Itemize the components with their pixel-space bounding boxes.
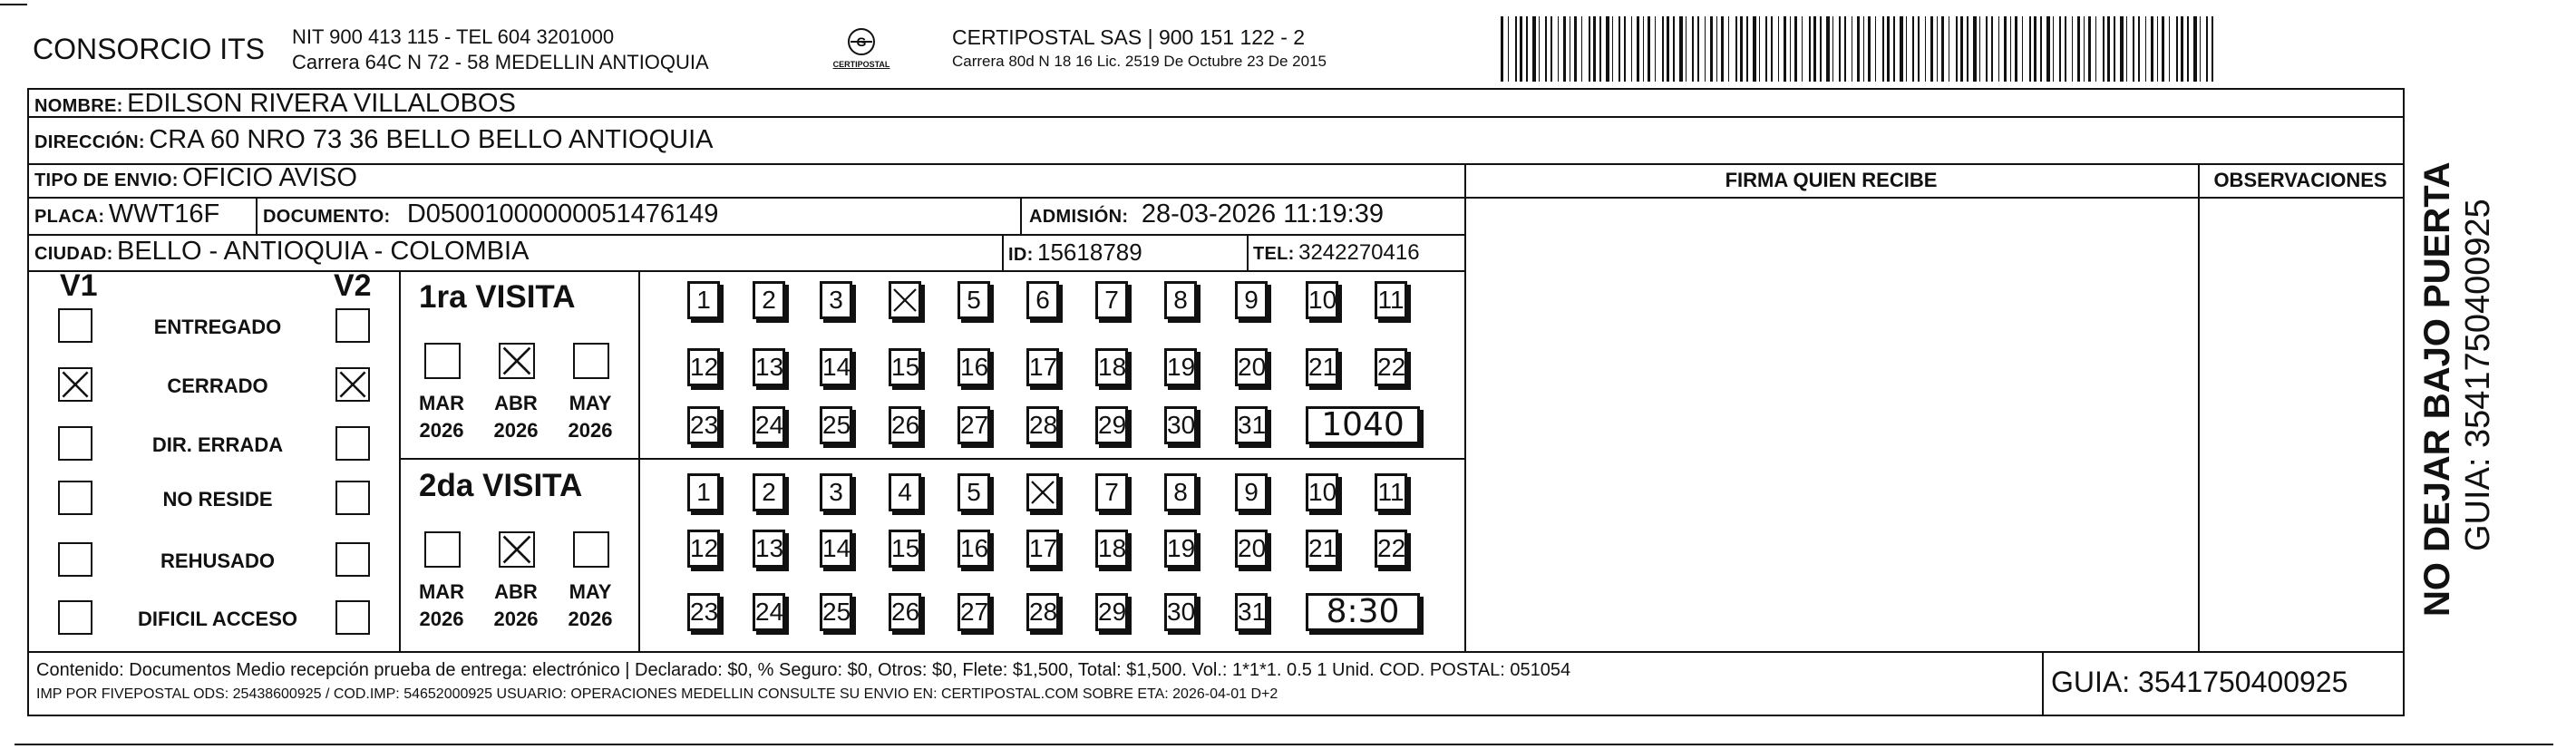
col-line <box>1020 197 1022 235</box>
no-dejar-bajo-puerta: NO DEJAR BAJO PUERTA <box>2417 161 2457 617</box>
year-label: 2026 <box>568 608 613 630</box>
placa-field <box>34 199 219 229</box>
day-box[interactable]: 30 <box>1164 406 1197 444</box>
certipostal-address: Carrera 80d N 18 16 Lic. 2519 De Octubre 23 De 2015 <box>952 53 1327 70</box>
direccion-label: DIRECCIÓN: <box>34 132 145 152</box>
v1-checkbox[interactable] <box>58 426 92 461</box>
day-box[interactable]: 22 <box>1375 530 1407 568</box>
company-nit: NIT 900 413 115 - TEL 604 3201000 <box>292 25 615 48</box>
admision-label: ADMISIÓN: <box>1029 207 1129 227</box>
day-box[interactable]: 18 <box>1095 530 1128 568</box>
check-x-icon <box>891 284 919 316</box>
nombre-row <box>34 89 516 119</box>
v2-checkbox[interactable] <box>335 542 370 577</box>
col-line <box>399 270 401 651</box>
day-box[interactable]: 25 <box>820 406 852 444</box>
handwritten-time: 1040 <box>1306 406 1420 444</box>
col-line <box>638 270 640 651</box>
status-label: CERRADO <box>167 374 268 397</box>
day-box[interactable]: 21 <box>1306 348 1338 386</box>
day-box[interactable]: 23 <box>687 406 720 444</box>
day-box[interactable]: 19 <box>1164 530 1197 568</box>
day-box[interactable]: 19 <box>1164 348 1197 386</box>
status-label: ENTREGADO <box>153 316 282 338</box>
month-checkbox[interactable] <box>573 343 609 379</box>
day-box[interactable]: 13 <box>753 348 785 386</box>
day-box[interactable]: 29 <box>1095 593 1128 631</box>
day-box[interactable]: 12 <box>687 348 720 386</box>
status-label: NO RESIDE <box>162 488 273 511</box>
col-line <box>1247 234 1249 270</box>
day-box[interactable]: 23 <box>687 593 720 631</box>
day-box[interactable]: 5 <box>957 281 990 319</box>
row-line <box>27 163 2403 165</box>
day-box[interactable] <box>1026 473 1059 511</box>
day-box[interactable]: 14 <box>820 348 852 386</box>
certipostal-logo <box>812 25 911 73</box>
day-box[interactable]: 12 <box>687 530 720 568</box>
day-box[interactable]: 11 <box>1375 473 1407 511</box>
day-box[interactable]: 9 <box>1235 281 1268 319</box>
tipo-label: TIPO DE ENVIO: <box>34 170 179 190</box>
direccion-row <box>34 125 714 155</box>
row-line <box>1464 197 2403 199</box>
day-box[interactable]: 15 <box>889 530 921 568</box>
ciudad-value: BELLO - ANTIOQUIA - COLOMBIA <box>117 237 530 266</box>
day-box[interactable]: 18 <box>1095 348 1128 386</box>
day-box[interactable]: 7 <box>1095 281 1128 319</box>
ciudad-label: CIUDAD: <box>34 244 113 264</box>
day-box[interactable]: 17 <box>1026 530 1059 568</box>
v1-checkbox[interactable] <box>58 367 92 402</box>
second-visit-title: 2da VISITA <box>419 468 583 503</box>
year-label: 2026 <box>419 419 464 442</box>
day-box[interactable]: 24 <box>753 593 785 631</box>
day-box[interactable]: 6 <box>1026 281 1059 319</box>
day-box[interactable]: 26 <box>889 593 921 631</box>
day-box[interactable]: 14 <box>820 530 852 568</box>
id-label: ID: <box>1008 245 1034 265</box>
day-box[interactable]: 11 <box>1375 281 1407 319</box>
firma-header: FIRMA QUIEN RECIBE <box>1725 169 1938 191</box>
direccion-value: CRA 60 NRO 73 36 BELLO BELLO ANTIOQUIA <box>149 125 714 154</box>
day-box[interactable]: 16 <box>957 530 990 568</box>
logo-text: CERTIPOSTAL <box>832 60 890 69</box>
day-box[interactable]: 5 <box>957 473 990 511</box>
day-box[interactable]: 4 <box>889 473 921 511</box>
day-box[interactable]: 25 <box>820 593 852 631</box>
day-box[interactable]: 26 <box>889 406 921 444</box>
row-line <box>27 270 1464 272</box>
check-x-icon <box>1029 476 1056 509</box>
company-address: Carrera 64C N 72 - 58 MEDELLIN ANTIOQUIA <box>292 51 709 73</box>
day-box[interactable]: 13 <box>753 530 785 568</box>
nombre-label: NOMBRE: <box>34 96 123 116</box>
day-box[interactable]: 8 <box>1164 281 1197 319</box>
footer-imp: IMP POR FIVEPOSTAL ODS: 25438600925 / COD.IMP: 54652000925 USUARIO: OPERACIONES MEDELLIN CONSULTE SU ENVIO EN: CERTIPOSTAL.COM SOBRE ETA: 2026-04-01 D+2 <box>36 686 1278 702</box>
footer-guia: GUIA: 3541750400925 <box>2051 666 2348 698</box>
day-box[interactable]: 31 <box>1235 593 1268 631</box>
month-checkbox[interactable] <box>499 531 535 568</box>
day-box[interactable]: 31 <box>1235 406 1268 444</box>
year-label: 2026 <box>493 419 539 442</box>
day-box[interactable]: 24 <box>753 406 785 444</box>
v2-checkbox[interactable] <box>335 600 370 635</box>
first-visit-title: 1ra VISITA <box>419 279 576 315</box>
tel-label: TEL: <box>1253 244 1295 264</box>
month-label: ABR <box>494 392 538 414</box>
day-box[interactable]: 27 <box>957 406 990 444</box>
col-line <box>256 197 258 235</box>
day-box[interactable]: 20 <box>1235 530 1268 568</box>
month-label: MAR <box>418 392 465 414</box>
id-field <box>1008 238 1142 267</box>
check-x-icon <box>337 369 368 400</box>
status-label: DIFICIL ACCESO <box>137 608 297 630</box>
tipo-value: OFICIO AVISO <box>182 163 357 192</box>
year-label: 2026 <box>568 419 613 442</box>
day-box[interactable]: 2 <box>753 473 785 511</box>
tipo-row <box>34 163 357 193</box>
handwritten-time: 8:30 <box>1306 593 1420 631</box>
day-box[interactable]: 1 <box>687 473 720 511</box>
svg-text:G: G <box>856 34 867 49</box>
documento-field <box>263 199 718 229</box>
day-box[interactable]: 20 <box>1235 348 1268 386</box>
col-line <box>1464 163 1466 651</box>
company-name: CONSORCIO ITS <box>33 33 266 65</box>
documento-label: DOCUMENTO: <box>263 207 391 227</box>
month-checkbox[interactable] <box>499 343 535 379</box>
v1-checkbox[interactable] <box>58 481 92 515</box>
month-label: ABR <box>494 580 538 603</box>
check-x-icon <box>60 369 91 400</box>
tel-field <box>1253 240 1420 266</box>
row-line <box>27 234 1464 236</box>
status-label: REHUSADO <box>160 550 275 572</box>
day-box[interactable]: 3 <box>820 473 852 511</box>
margin-mark <box>0 4 27 5</box>
day-box[interactable]: 27 <box>957 593 990 631</box>
row-line <box>399 458 1464 460</box>
month-label: MAR <box>418 580 465 603</box>
footer-contenido: Contenido: Documentos Medio recepción prueba de entrega: electrónico | Declarado: $0, % Seguro: $0, Otros: $0, Flete: $1,500, Total: $1,500. Vol.: 1*1*1. 0.5 1 Unid. COD. POSTAL: 051054 <box>36 660 1571 680</box>
day-box[interactable]: 29 <box>1095 406 1128 444</box>
row-line <box>27 197 1464 199</box>
month-label: MAY <box>569 580 612 603</box>
day-box[interactable]: 28 <box>1026 406 1059 444</box>
day-box[interactable]: 21 <box>1306 530 1338 568</box>
month-label: MAY <box>569 392 612 414</box>
admision-value: 28-03-2026 11:19:39 <box>1141 199 1384 229</box>
v1-checkbox[interactable] <box>58 542 92 577</box>
day-box[interactable]: 7 <box>1095 473 1128 511</box>
v1-checkbox[interactable] <box>58 308 92 343</box>
barcode <box>1501 16 2226 82</box>
observaciones-header: OBSERVACIONES <box>2213 169 2387 191</box>
check-x-icon <box>501 533 533 566</box>
col-line <box>2198 163 2200 651</box>
day-box[interactable]: 10 <box>1306 281 1338 319</box>
day-box[interactable]: 17 <box>1026 348 1059 386</box>
v2-checkbox[interactable] <box>335 367 370 402</box>
ciudad-field <box>34 237 529 267</box>
month-checkbox[interactable] <box>424 343 461 379</box>
documento-value: D05001000000051476149 <box>406 199 719 229</box>
v2-checkbox[interactable] <box>335 308 370 343</box>
month-checkbox[interactable] <box>424 531 461 568</box>
year-label: 2026 <box>493 608 539 630</box>
day-box[interactable]: 16 <box>957 348 990 386</box>
day-box[interactable] <box>889 281 921 319</box>
day-box[interactable]: 2 <box>753 281 785 319</box>
admision-field <box>1029 199 1384 229</box>
day-box[interactable]: 8 <box>1164 473 1197 511</box>
day-box[interactable]: 30 <box>1164 593 1197 631</box>
year-label: 2026 <box>419 608 464 630</box>
tel-value: 3242270416 <box>1298 240 1420 265</box>
month-checkbox[interactable] <box>573 531 609 568</box>
id-value: 15618789 <box>1037 238 1142 266</box>
nombre-value: EDILSON RIVERA VILLALOBOS <box>127 89 516 118</box>
row-line <box>27 651 2403 653</box>
day-box[interactable]: 3 <box>820 281 852 319</box>
day-box[interactable]: 10 <box>1306 473 1338 511</box>
check-x-icon <box>501 345 533 377</box>
v2-header: V2 <box>334 268 372 303</box>
day-box[interactable]: 22 <box>1375 348 1407 386</box>
v2-checkbox[interactable] <box>335 481 370 515</box>
day-box[interactable]: 28 <box>1026 593 1059 631</box>
placa-value: WWT16F <box>108 199 220 229</box>
v1-header: V1 <box>60 268 98 303</box>
day-box[interactable]: 15 <box>889 348 921 386</box>
bottom-rule <box>15 744 2553 745</box>
day-box[interactable]: 1 <box>687 281 720 319</box>
certipostal-name: CERTIPOSTAL SAS | 900 151 122 - 2 <box>952 25 1306 49</box>
v2-checkbox[interactable] <box>335 426 370 461</box>
day-box[interactable]: 9 <box>1235 473 1268 511</box>
side-guia: GUIA: 3541750400925 <box>2459 199 2497 551</box>
status-label: DIR. ERRADA <box>151 433 284 456</box>
placa-label: PLACA: <box>34 207 105 227</box>
col-line <box>1002 234 1004 270</box>
col-line <box>2042 651 2044 716</box>
v1-checkbox[interactable] <box>58 600 92 635</box>
